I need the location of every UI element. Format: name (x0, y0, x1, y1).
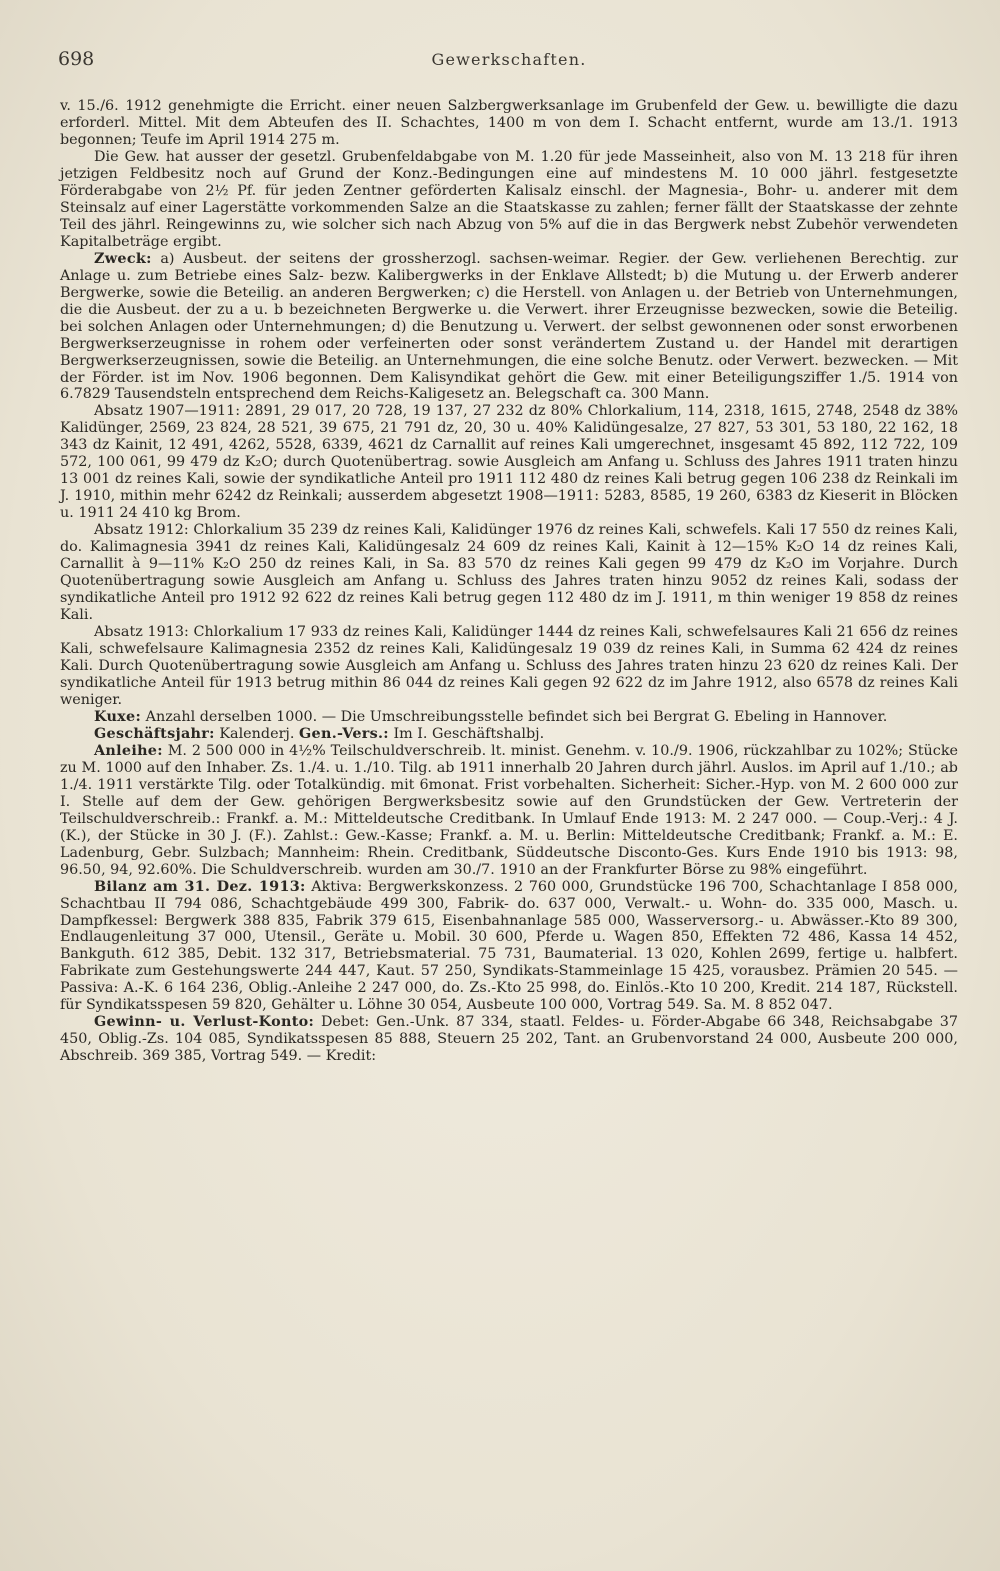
running-title: Gewerkschaften. (431, 50, 587, 69)
section-label-kuxe: Kuxe: (94, 708, 142, 725)
paragraph-sales-1913: Absatz 1913: Chlorkalium 17 933 dz reines Kali, Kalidünger 1444 dz reines Kali, schwefelsaures Kali 21 656 dz reines Kali, schwefelsaure Kalimagnesia 2352 dz reines Kali, Kalidüngesalz 19 039 dz reines Kali, in Summa 62 424 dz reines Kali. Durch Quotenübertragung sowie Ausgleich am Anfang u. Schluss des Jahres traten hinzu 23 620 dz reines Kali. Der syndikatliche Anteil für 1913 betrug mithin 86 044 dz reines Kali gegen 92 622 dz im Jahre 1912, also 6578 dz reines Kali weniger. (60, 624, 958, 708)
paragraph-purpose: Zweck: a) Ausbeut. der seitens der grossherzogl. sachsen-weimar. Regier. der Gew. verliehenen Berechtig. zur Anlage u. zum Betriebe eines Salz- bezw. Kalibergwerks in der Enklave Allstedt; b) die Mutung u. der Erwerb anderer Bergwerke, sowie die Beteilig. an anderen Bergwerken; c) die Herstell. von Anlagen u. der Betrieb von Unternehmungen, die die Ausbeut. der zu a u. b bezeichneten Bergwerke u. die Verwert. ihrer Erzeugnisse bezwecken, sowie die Beteilig. bei solchen Anlagen oder Unternehmungen; d) die Benutzung u. Verwert. der selbst gewonnenen oder sonst erworbenen Bergwerkserzeugnisse in rohem oder verfeinerten oder sonst verändertem Zustand u. der Handel mit derartigen Bergwerkserzeugnissen, sowie die Beteilig. an Unternehmungen, die eine solche Benutz. oder Verwert. bezwecken. — Mit der Förder. ist im Nov. 1906 begonnen. Dem Kalisyndikat gehört die Gew. mit einer Beteiligungsziffer 1./5. 1914 von 6.7829 Tausendsteln entsprechend dem Reichs-Kaligesetz an. Belegschaft ca. 300 Mann. (60, 250, 958, 403)
paragraph-sales-1907-1911: Absatz 1907—1911: 2891, 29 017, 20 728, 19 137, 27 232 dz 80% Chlorkalium, 114, 2318, 1615, 2748, 2548 dz 38% Kalidünger, 2569, 23 824, 28 521, 39 675, 21 791 dz, 20, 30 u. 40% Kalidüngesalze, 27 827, 53 301, 53 180, 22 162, 18 343 dz Kainit, 12 491, 4262, 5528, 6339, 4621 dz Carnallit auf reines Kali umgerechnet, insgesamt 45 892, 112 722, 109 572, 100 061, 99 479 dz K₂O; durch Quotenübertrag. sowie Ausgleich am Anfang u. Schluss des Jahres 1911 traten hinzu 13 001 dz reines Kali, sowie der syndikatliche Anteil pro 1911 112 480 dz reines Kali betrug gegen 106 238 dz Reinkali im J. 1910, mithin mehr 6242 dz Reinkali; ausserdem abgesetzt 1908—1911: 5283, 8585, 19 260, 6383 dz Kieserit in Blöcken u. 1911 24 410 kg Brom. (60, 403, 958, 522)
section-label-bond-loan: Anleihe: (94, 742, 163, 759)
section-label-fiscal-year: Geschäftsjahr: (94, 725, 215, 742)
page-header (60, 40, 958, 76)
paragraph-salt-mine-construction: v. 15./6. 1912 genehmigte die Erricht. einer neuen Salzbergwerksanlage im Grubenfeld der Gew. u. bewilligte die dazu erforderl. Mittel. Mit dem Abteufen des II. Schachtes, 1400 m von dem I. Schacht entfernt, wurde am 13./1. 1913 begonnen; Teufe im April 1914 275 m. (60, 98, 958, 148)
paragraph-balance-sheet: Bilanz am 31. Dez. 1913: Aktiva: Bergwerkskonzess. 2 760 000, Grundstücke 196 700, Schachtanlage I 858 000, Schachtbau II 794 086, Schachtgebäude 499 300, Fabrik- do. 637 000, Verwalt.- u. Wohn- do. 335 000, Masch. u. Dampfkessel: Bergwerk 388 835, Fabrik 379 615, Eisenbahnanlage 585 000, Wasserversorg.- u. Abwässer.-Kto 89 300, Endlaugenleitung 37 000, Utensil., Geräte u. Mobil. 30 600, Pferde u. Wagen 850, Effekten 72 486, Kassa 14 452, Bankguth. 612 385, Debit. 132 317, Betriebsmaterial. 75 731, Baumaterial. 13 020, Kohlen 2699, fertige u. halbfert. Fabrikate zum Gestehungswerte 244 447, Kaut. 57 250, Syndikats-Stammeinlage 15 425, vorausbez. Prämien 20 545. — Passiva: A.-K. 6 164 236, Oblig.-Anleihe 2 247 000, do. Zs.-Kto 25 998, do. Einlös.-Kto 10 200, Kredit. 214 187, Rückstell. für Syndikatsspesen 59 820, Gehälter u. Löhne 30 054, Ausbeute 100 000, Vortrag 549. Sa. M. 8 852 047. (60, 878, 958, 1014)
paragraph-profit-loss: Gewinn- u. Verlust-Konto: Debet: Gen.-Unk. 87 334, staatl. Feldes- u. Förder-Abgabe 66 348, Reichsabgabe 37 450, Oblig.-Zs. 104 085, Syndikatsspesen 85 888, Steuern 25 202, Tant. an Grubenvorstand 24 000, Ausbeute 200 000, Abschreib. 369 385, Vortrag 549. — Kredit: (60, 1014, 958, 1065)
paragraph-bond-loan: Anleihe: M. 2 500 000 in 4½% Teilschuldverschreib. lt. minist. Genehm. v. 10./9. 1906, rückzahlbar zu 102%; Stücke zu M. 1000 auf den Inhaber. Zs. 1./4. u. 1./10. Tilg. ab 1911 innerhalb 20 Jahren durch jährl. Auslos. im April auf 1./10.; ab 1./4. 1911 verstärkte Tilg. oder Totalkündig. mit 6monat. Frist vorbehalten. Sicherheit: Sicher.-Hyp. von M. 2 600 000 zur I. Stelle auf dem der Gew. gehörigen Bergwerksbesitz sowie auf den Grundstücken der Gew. Vertreterin der Teilschuldverschreib.: Frankf. a. M.: Mitteldeutsche Creditbank. In Umlauf Ende 1913: M. 2 247 000. — Coup.-Verj.: 4 J. (K.), der Stücke in 30 J. (F.). Zahlst.: Gew.-Kasse; Frankf. a. M. u. Berlin: Mitteldeutsche Creditbank; Frankf. a. M.: E. Ladenburg, Gebr. Sulzbach; Mannheim: Rhein. Creditbank, Süddeutsche Disconto-Ges. Kurs Ende 1910 bis 1913: 98, 96.50, 94, 92.60%. Die Schuldverschreib. wurden am 30./7. 1910 an der Frankfurter Börse zu 98% eingeführt. (60, 742, 958, 878)
section-label-profit-loss: Gewinn- u. Verlust-Konto: (94, 1014, 315, 1031)
paragraph-state-levies: Die Gew. hat ausser der gesetzl. Grubenfeldabgabe von M. 1.20 für jede Masseinheit, also von M. 13 218 für ihren jetzigen Feldbesitz noch auf Grund der Konz.-Bedingungen eine auf mindestens M. 10 000 jährl. festgesetzte Förderabgabe von 2½ Pf. für jeden Zentner geförderten Kalisalz einschl. der Magnesia-, Bohr- u. anderer mit dem Steinsalz auf einer Lagerstätte vorkommenden Salze an die Staatskasse zu zahlen; ferner fällt der Staatskasse der zehnte Teil des jährl. Reingewinns zu, wie solcher sich nach Abzug von 5% auf die in das Bergwerk nebst Zubehör verwendeten Kapitalbeträge ergibt. (60, 148, 958, 250)
paragraph-sales-1912: Absatz 1912: Chlorkalium 35 239 dz reines Kali, Kalidünger 1976 dz reines Kali, schwefels. Kali 17 550 dz reines Kali, do. Kalimagnesia 3941 dz reines Kali, Kalidüngesalz 24 609 dz reines Kali, Kainit à 12—15% K₂O 14 dz reines Kali, Carnallit à 9—11% K₂O 250 dz reines Kali, in Sa. 83 570 dz reines Kali gegen 99 479 dz K₂O im Vorjahre. Durch Quotenübertragung sowie Ausgleich am Anfang u. Schluss des Jahres traten hinzu 9052 dz reines Kali, sodass der syndikatliche Anteil pro 1912 92 622 dz reines Kali betrug gegen 112 480 dz im J. 1911, m thin weniger 19 858 dz reines Kali. (60, 522, 958, 624)
section-label-purpose: Zweck: (94, 250, 152, 267)
body-text (60, 98, 958, 1065)
paragraph-kuxe: Kuxe: Anzahl derselben 1000. — Die Umschreibungsstelle befindet sich bei Bergrat G. Ebeling in Hannover. (94, 708, 888, 725)
section-label-general-meeting: Gen.-Vers.: (299, 725, 389, 742)
section-label-balance-sheet: Bilanz am 31. Dez. 1913: (94, 878, 306, 895)
paragraph-fiscal-year: Geschäftsjahr: Kalenderj. Gen.-Vers.: Im I. Geschäftshalbj. (94, 725, 545, 742)
page-number: 698 (58, 48, 95, 70)
